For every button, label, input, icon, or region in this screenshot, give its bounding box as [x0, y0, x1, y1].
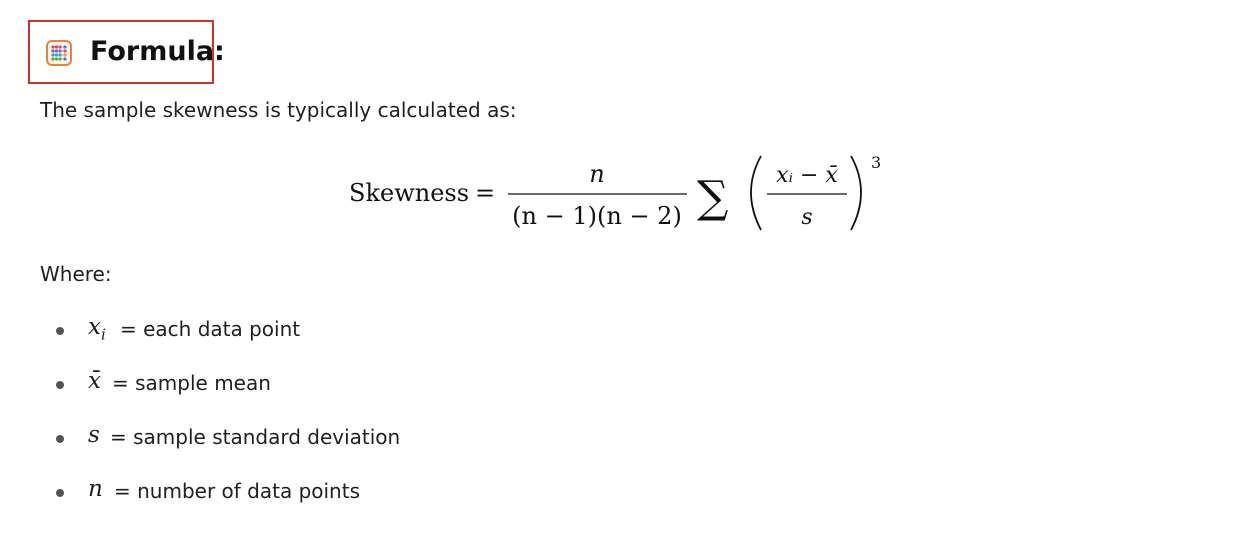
bullet-dot	[56, 381, 64, 389]
formula-heading: Formula:	[90, 36, 225, 67]
bullet-dot	[56, 489, 64, 497]
formula-equals: =	[475, 179, 496, 207]
formula-heading-highlight	[28, 20, 225, 84]
formula-denominator: (n − 1)(n − 2)	[512, 202, 682, 230]
formula-exponent: 3	[871, 153, 882, 172]
bullet-dot	[56, 435, 64, 443]
formula-inner-denominator: s	[801, 205, 813, 230]
definition-text: = each data point	[120, 317, 301, 341]
math-symbol: n	[88, 476, 103, 502]
math-symbol: $x_i$	[88, 314, 106, 344]
definition-text: = sample mean	[112, 371, 271, 395]
where-label: Where:	[40, 262, 112, 286]
abacus-icon	[46, 40, 72, 66]
definition-text: = number of data points	[114, 479, 360, 503]
intro-text: The sample skewness is typically calculated as:	[40, 98, 517, 122]
bullet-dot	[56, 327, 64, 335]
math-symbol: x̄	[88, 368, 101, 394]
definition-text: = sample standard deviation	[110, 425, 401, 449]
formula-left-paren	[751, 156, 761, 230]
formula-inner-numerator: xᵢ − x̄	[776, 163, 838, 188]
formula-numerator: n	[589, 160, 605, 188]
formula-lhs: Skewness	[349, 179, 470, 207]
skewness-formula	[347, 148, 907, 240]
math-symbol: s	[88, 422, 100, 448]
formula-right-paren	[851, 156, 861, 230]
formula-sum: ∑	[697, 172, 729, 223]
